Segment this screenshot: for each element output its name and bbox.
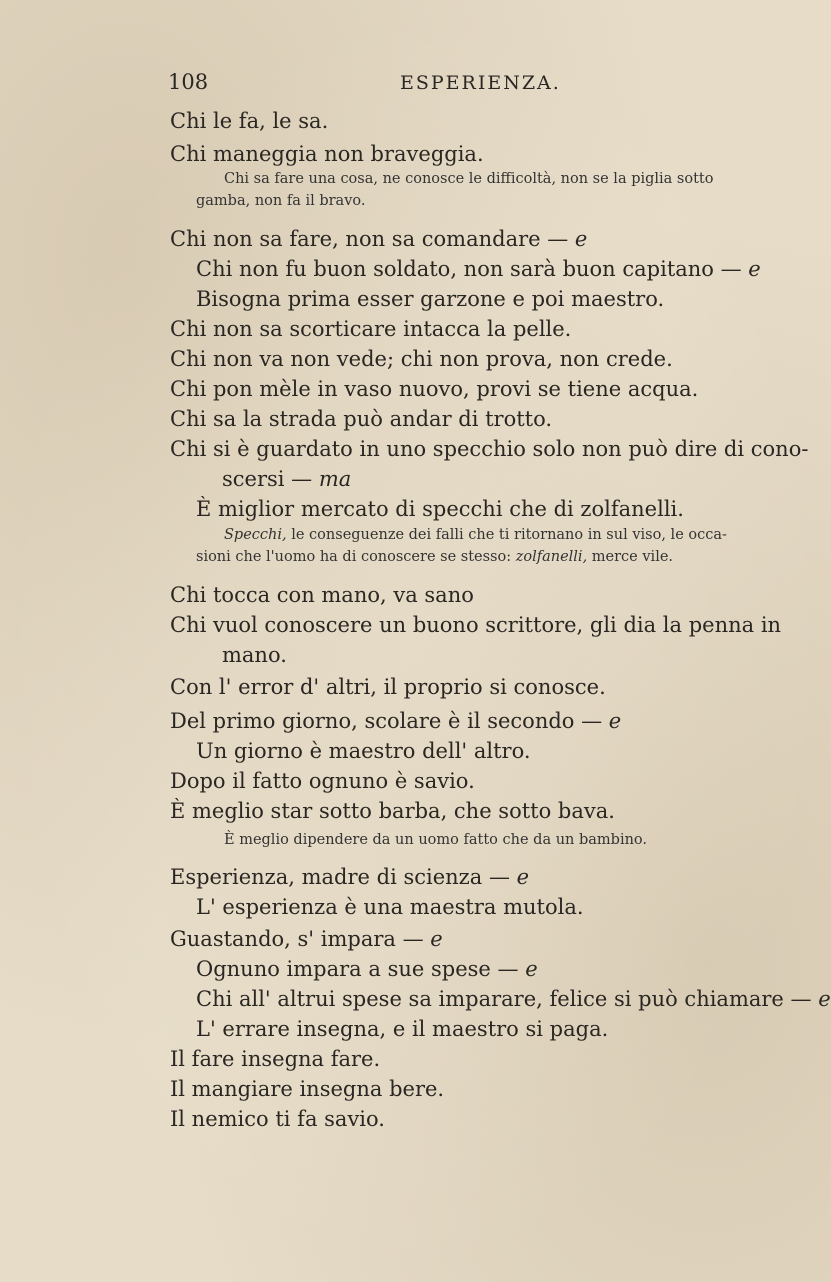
running-head: ESPERIENZA. — [400, 72, 561, 94]
text-line: Chi tocca con mano, va sano — [170, 583, 474, 607]
text-line: Un giorno è maestro dell' altro. — [196, 739, 531, 763]
text-line: Con l' error d' altri, il proprio si conosce. — [170, 675, 606, 699]
text-line: Chi maneggia non braveggia. — [170, 142, 484, 166]
page-number: 108 — [168, 70, 209, 94]
text-line: scersi — ma — [222, 467, 352, 491]
text-line: Esperienza, madre di scienza — e — [170, 865, 530, 889]
text-line: Il mangiare insegna bere. — [170, 1077, 445, 1101]
footnote-line: gamba, non fa il bravo. — [196, 193, 366, 209]
text-line: Chi non fu buon soldato, non sarà buon capitano — e — [196, 257, 761, 281]
text-line: Chi non va non vede; chi non prova, non crede. — [170, 347, 673, 371]
text-line: Il fare insegna fare. — [170, 1047, 381, 1071]
footnote-line: Specchi, le conseguenze dei falli che ti ritornano in sul viso, le occa- — [224, 527, 727, 543]
text-line: Del primo giorno, scolare è il secondo — e — [170, 709, 622, 733]
text-line: Bisogna prima esser garzone e poi maestro. — [196, 287, 665, 311]
text-line: Chi pon mèle in vaso nuovo, provi se tiene acqua. — [170, 377, 699, 401]
text-line: mano. — [222, 643, 287, 667]
footnote-line: Chi sa fare una cosa, ne conosce le difficoltà, non se la piglia sotto — [224, 171, 714, 187]
text-line: Chi non sa scorticare intacca la pelle. — [170, 317, 572, 341]
text-line: Chi non sa fare, non sa comandare — e — [170, 227, 588, 251]
text-line: L' esperienza è una maestra mutola. — [196, 895, 584, 919]
footnote-line: È meglio dipendere da un uomo fatto che da un bambino. — [224, 832, 647, 848]
text-line: Il nemico ti fa savio. — [170, 1107, 385, 1131]
text-line: Dopo il fatto ognuno è savio. — [170, 769, 475, 793]
page-header — [168, 70, 728, 100]
footnote-line: sioni che l'uomo ha di conoscere se stesso: zolfanelli, merce vile. — [196, 549, 674, 565]
text-line: Chi all' altrui spese sa imparare, felice si può chiamare — e — [196, 987, 831, 1011]
text-line: Chi vuol conoscere un buono scrittore, gli dia la penna in — [170, 613, 782, 637]
text-line: Chi sa la strada può andar di trotto. — [170, 407, 553, 431]
text-line: Chi le fa, le sa. — [170, 109, 329, 133]
text-line: Ognuno impara a sue spese — e — [196, 957, 538, 981]
text-line: L' errare insegna, e il maestro si paga. — [196, 1017, 609, 1041]
text-line: Guastando, s' impara — e — [170, 927, 443, 951]
text-line: È meglio star sotto barba, che sotto bava. — [170, 799, 615, 823]
text-line: Chi si è guardato in uno specchio solo non può dire di cono- — [170, 437, 809, 461]
text-line: È miglior mercato di specchi che di zolfanelli. — [196, 497, 684, 521]
